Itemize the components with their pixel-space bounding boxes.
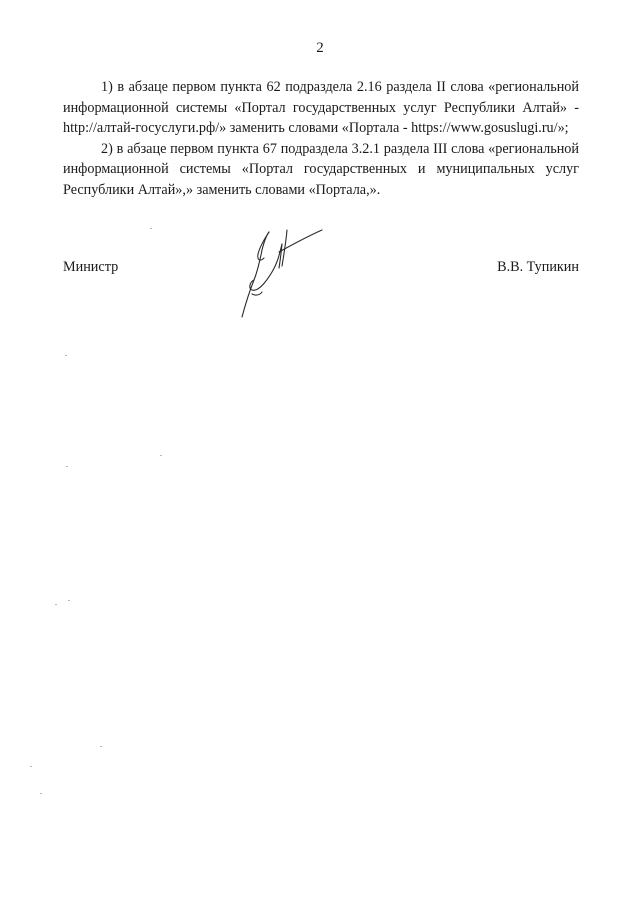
- scan-artifact: [40, 793, 42, 794]
- scan-artifact: [65, 355, 67, 356]
- scan-artifact: [100, 746, 102, 747]
- signatory-name: В.В. Тупикин: [497, 259, 579, 275]
- handwritten-signature: [232, 222, 332, 322]
- scan-artifact: [160, 455, 162, 456]
- scan-artifact: [55, 604, 57, 605]
- scan-artifact: [150, 228, 152, 229]
- signatory-position: Министр: [63, 259, 119, 275]
- scan-artifact: [66, 466, 68, 467]
- scan-artifact: [30, 766, 32, 767]
- amendment-text: [63, 77, 579, 200]
- amendment-paragraph-1: 1) в абзаце первом пункта 62 подраздела 2.16 раздела II слова «региональной информационной системы «Портал государственных услуг Республики Алтай» - http://алтай-госуслуги.рф/» заменить словами «Портала - https://www.gosuslugi.ru/»;: [63, 79, 579, 136]
- page-number: 2: [316, 40, 324, 56]
- amendment-paragraph-2: 2) в абзаце первом пункта 67 подраздела 3.2.1 раздела III слова «региональной информационной системы «Портал государственных и муниципальных услуг Республики Алтай»,» заменить словами «Портала,».: [63, 140, 579, 198]
- scan-artifact: [68, 600, 70, 601]
